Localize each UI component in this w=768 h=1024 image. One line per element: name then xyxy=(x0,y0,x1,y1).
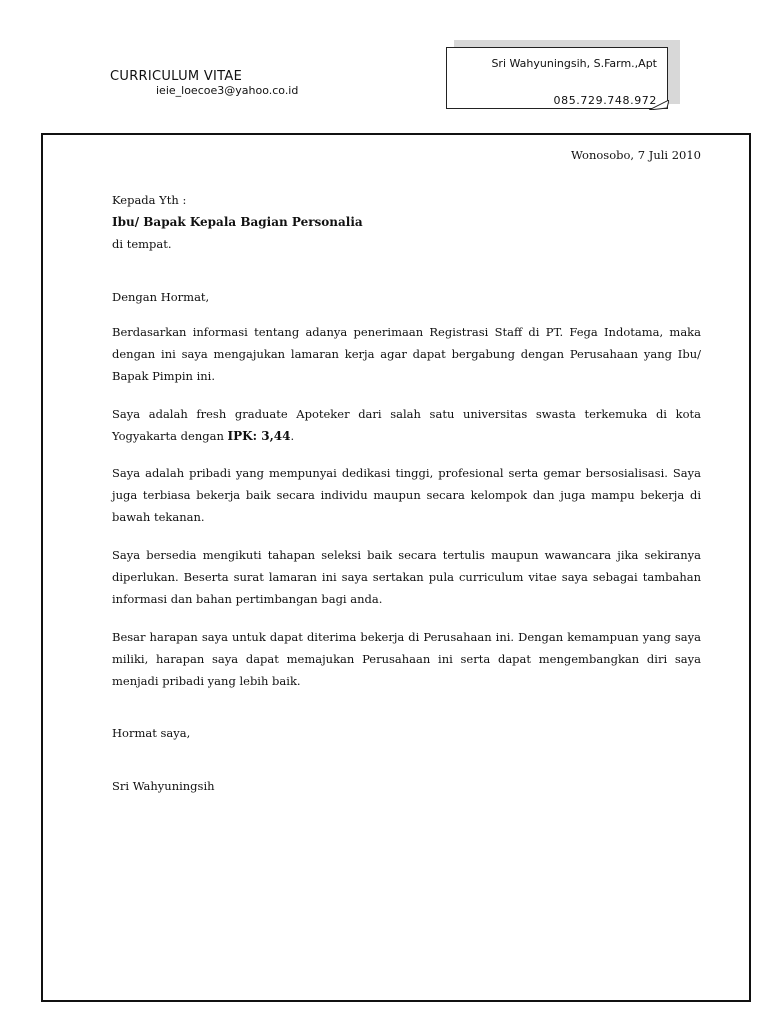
closing: Hormat saya, xyxy=(112,726,191,740)
paragraph-3: Saya adalah pribadi yang mempunyai dedikasi tinggi, profesional serta gemar bersosialisasi. Saya juga terbiasa bekerja baik secara individu maupun secara kelompok dan juga mampu bekerja di bawah tekanan. xyxy=(112,466,701,524)
cv-header xyxy=(110,69,299,97)
paragraph-2-text: Saya adalah fresh graduate Apoteker dari salah satu universitas swasta terkemuka di kota Yogyakarta dengan xyxy=(112,407,701,443)
page-curl-icon xyxy=(649,100,669,110)
contact-phone: 085.729.748.972 xyxy=(553,94,657,107)
paragraph-2 xyxy=(112,403,701,447)
paragraph-2-end: . xyxy=(290,429,295,443)
recipient: Ibu/ Bapak Kepala Bagian Personalia xyxy=(112,215,363,229)
letter-date: Wonosobo, 7 Juli 2010 xyxy=(571,148,701,162)
letter-frame xyxy=(41,133,751,1002)
paragraph-5: Besar harapan saya untuk dapat diterima bekerja di Perusahaan ini. Dengan kemampuan yang saya miliki, harapan saya dapat memajukan Perusahaan ini serta dapat mengembangkan diri saya menjadi pribadi yang lebih baik. xyxy=(112,630,701,688)
paragraph-1: Berdasarkan informasi tentang adanya penerimaan Registrasi Staff di PT. Fega Indotama, maka dengan ini saya mengajukan lamaran kerja agar dapat bergabung dengan Perusahaan yang Ibu/ Bapak Pimpin ini. xyxy=(112,325,701,383)
cv-title: CURRICULUM VITAE xyxy=(110,69,243,84)
contact-card xyxy=(446,47,668,109)
recipient-place: di tempat. xyxy=(112,237,172,251)
signature-name: Sri Wahyuningsih xyxy=(112,779,215,793)
paragraph-4: Saya bersedia mengikuti tahapan seleksi baik secara tertulis maupun wawancara jika sekiranya diperlukan. Beserta surat lamaran ini saya sertakan pula curriculum vitae saya sebagai tambahan informasi dan bahan pertimbangan bagi anda. xyxy=(112,548,701,606)
cv-email: ieie_loecoe3@yahoo.co.id xyxy=(156,84,299,97)
gpa-value: IPK: 3,44 xyxy=(227,429,291,443)
to-label: Kepada Yth : xyxy=(112,193,187,207)
contact-name: Sri Wahyuningsih, S.Farm.,Apt xyxy=(491,57,657,70)
greeting: Dengan Hormat, xyxy=(112,290,210,304)
